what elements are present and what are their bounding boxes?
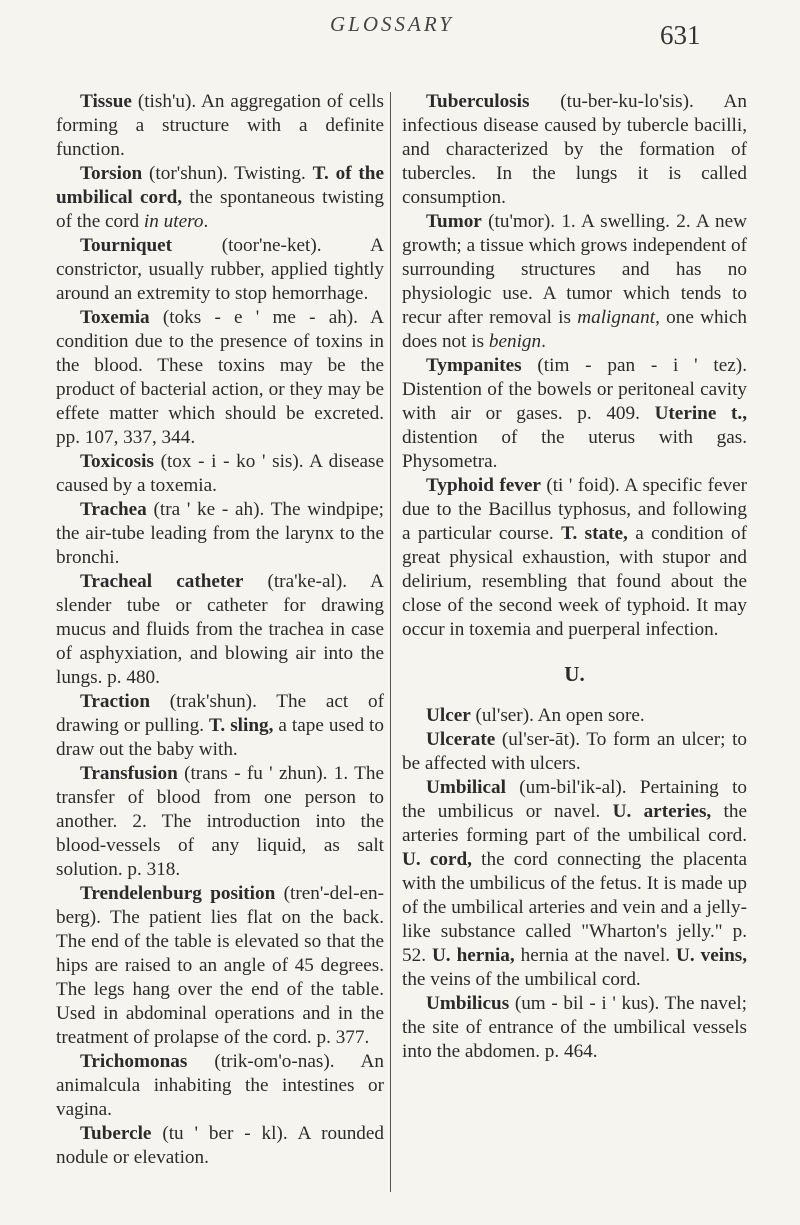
definition-text: (trik-om'o-nas). An animalcula inhabiting the intestines or vagina. bbox=[56, 1051, 384, 1120]
italic-term: benign bbox=[488, 331, 542, 352]
term-label: Tuberculosis bbox=[426, 91, 530, 112]
entry-ulcer bbox=[402, 704, 747, 728]
running-head: GLOSSARY bbox=[330, 12, 454, 36]
definition-text: the arteries forming part of the umbilical cord. bbox=[402, 801, 747, 846]
italic-term: malignant bbox=[577, 307, 656, 328]
entry-tubercle bbox=[56, 1122, 384, 1170]
entry-tracheal-catheter bbox=[56, 570, 384, 690]
term-label: Tracheal catheter bbox=[80, 571, 244, 592]
definition-text: (toks - e ' me - ah). A condition due to the presence of toxins in the blood. These toxins may be the product of bacterial action, or they may be effete matter which should be excreted. pp. 107, 337, 344. bbox=[56, 307, 384, 448]
definition-text: (tish'u). An aggregation of cells forming a structure with a definite function. bbox=[56, 91, 384, 160]
term-label: Trachea bbox=[80, 499, 147, 520]
definition-text: (trans - fu ' zhun). 1. The transfer of blood from one person to another. 2. The introduction into the blood-vessels of any liquid, as salt solution. p. 318. bbox=[56, 763, 384, 880]
entry-trichomonas bbox=[56, 1050, 384, 1122]
entry-trendelenburg-position bbox=[56, 882, 384, 1050]
definition-text: (trak'shun). The act of drawing or pulling. bbox=[56, 691, 384, 736]
entry-tympanites bbox=[402, 354, 747, 474]
subterm-label: U. cord, bbox=[402, 849, 472, 870]
definition-text: (ti ' foid). A specific fever due to the Bacillus typhosus, and following a particular course. bbox=[402, 475, 747, 544]
term-label: Ulcerate bbox=[426, 729, 496, 750]
term-label: Tissue bbox=[80, 91, 132, 112]
entry-transfusion bbox=[56, 762, 384, 882]
definition-text: (tor'shun). Twisting. bbox=[142, 163, 313, 184]
definition-text: (ul'ser). An open sore. bbox=[470, 705, 645, 726]
subterm-label: U. hernia, bbox=[431, 945, 515, 966]
term-label: Tubercle bbox=[80, 1123, 152, 1144]
page-number: 631 bbox=[660, 20, 701, 50]
definition-text: (tra ' ke - ah). The windpipe; the air-tube leading from the larynx to the bronchi. bbox=[56, 499, 384, 568]
definition-text: (um-bil'ik-al). Pertaining to the umbilicus or navel. bbox=[402, 777, 747, 822]
entry-traction bbox=[56, 690, 384, 762]
page-header bbox=[0, 8, 800, 48]
definition-text: distention of the uterus with gas. Physometra. bbox=[402, 427, 747, 472]
entry-typhoid-fever bbox=[402, 474, 747, 642]
italic-term: in utero bbox=[143, 211, 204, 232]
definition-text: the veins of the umbilical cord. bbox=[402, 969, 641, 990]
term-label: Tympanites bbox=[426, 355, 522, 376]
term-label: Toxicosis bbox=[80, 451, 154, 472]
definition-text: (um - bil - i ' kus). The navel; the site of entrance of the umbilical vessels into the abdomen. p. 464. bbox=[402, 993, 747, 1062]
section-letter-u: U. bbox=[564, 662, 585, 686]
term-label: Ulcer bbox=[426, 705, 471, 726]
term-label: Tourniquet bbox=[80, 235, 173, 256]
entry-tissue bbox=[56, 90, 384, 162]
definition-text: a tape used to draw out the baby with. bbox=[56, 715, 384, 760]
entry-umbilicus bbox=[402, 992, 747, 1064]
definition-text: (tu-ber-ku-lo'sis). An infectious disease caused by tubercle bacilli, and characterized by the formation of tubercles. In the lungs it is called consumption. bbox=[402, 91, 747, 208]
entry-tumor bbox=[402, 210, 747, 354]
definition-text: (tu ' ber - kl). A rounded nodule or elevation. bbox=[56, 1123, 384, 1168]
entry-umbilical bbox=[402, 776, 747, 992]
term-label: Typhoid fever bbox=[426, 475, 541, 496]
term-label: Trendelenburg position bbox=[80, 883, 276, 904]
left-column bbox=[56, 90, 384, 1170]
entry-toxemia bbox=[56, 306, 384, 450]
definition-text: (tu'mor). 1. A swelling. 2. A new growth; a tissue which grows independent of surrounding structures and has no physiologic use. A tumor which tends to recur after removal is bbox=[402, 211, 747, 328]
definition-text: (tim - pan - i ' tez). Distention of the bowels or peritoneal cavity with air or gases. p. 409. bbox=[402, 355, 747, 424]
entry-tourniquet bbox=[56, 234, 384, 306]
entry-ulcerate bbox=[402, 728, 747, 776]
term-label: Umbilical bbox=[426, 777, 506, 798]
column-divider bbox=[390, 92, 391, 1192]
subterm-label: T. sling, bbox=[209, 715, 274, 736]
definition-text: (tra'ke-al). A slender tube or catheter for drawing mucus and fluids from the trachea in case of asphyxiation, and blowing air into the lungs. p. 480. bbox=[56, 571, 384, 688]
definition-text: the cord connecting the placenta with the umbilicus of the fetus. It is made up of the umbilical arteries and vein and a jelly-like substance called "Wharton's jelly." p. 52. bbox=[402, 849, 747, 966]
definition-text: (tren'-del-en-berg). The patient lies flat on the back. The end of the table is elevated so that the hips are raised to an angle of 45 degrees. The legs hang over the end of the table. Used in abdominal operations and in the treatment of prolapse of the cord. p. 377. bbox=[56, 883, 384, 1048]
definition-text: the spontaneous twisting of the cord bbox=[56, 187, 384, 232]
entry-trachea bbox=[56, 498, 384, 570]
definition-text: hernia at the navel. bbox=[514, 945, 677, 966]
definition-text: (toor'ne-ket). A constrictor, usually rubber, applied tightly around an extremity to stop hemorrhage. bbox=[56, 235, 384, 304]
subterm-label: U. veins, bbox=[676, 945, 748, 966]
term-label: Transfusion bbox=[80, 763, 178, 784]
entry-toxicosis bbox=[56, 450, 384, 498]
definition-text: . bbox=[541, 331, 546, 352]
definition-text: , one which does not is bbox=[402, 307, 747, 352]
term-label: Torsion bbox=[80, 163, 143, 184]
subterm-label: T. of the umbilical cord, bbox=[56, 163, 384, 208]
definition-text: (tox - i - ko ' sis). A disease caused by a toxemia. bbox=[56, 451, 384, 496]
subterm-label: U. arteries, bbox=[612, 801, 712, 822]
definition-text: a condition of great physical exhaustion, with stupor and delirium, resembling that found about the close of the second week of typhoid. It may occur in toxemia and puerperal infection. bbox=[402, 523, 747, 640]
term-label: Toxemia bbox=[80, 307, 150, 328]
term-label: Trichomonas bbox=[80, 1051, 188, 1072]
entry-torsion bbox=[56, 162, 384, 234]
subterm-label: T. state, bbox=[561, 523, 628, 544]
subterm-label: Uterine t., bbox=[654, 403, 747, 424]
term-label: Tumor bbox=[426, 211, 482, 232]
term-label: Traction bbox=[80, 691, 150, 712]
entry-tuberculosis bbox=[402, 90, 747, 210]
right-column bbox=[402, 90, 747, 1064]
term-label: Umbilicus bbox=[426, 993, 510, 1014]
definition-text: . bbox=[203, 211, 209, 232]
definition-text: (ul'ser-āt). To form an ulcer; to be affected with ulcers. bbox=[402, 729, 747, 774]
